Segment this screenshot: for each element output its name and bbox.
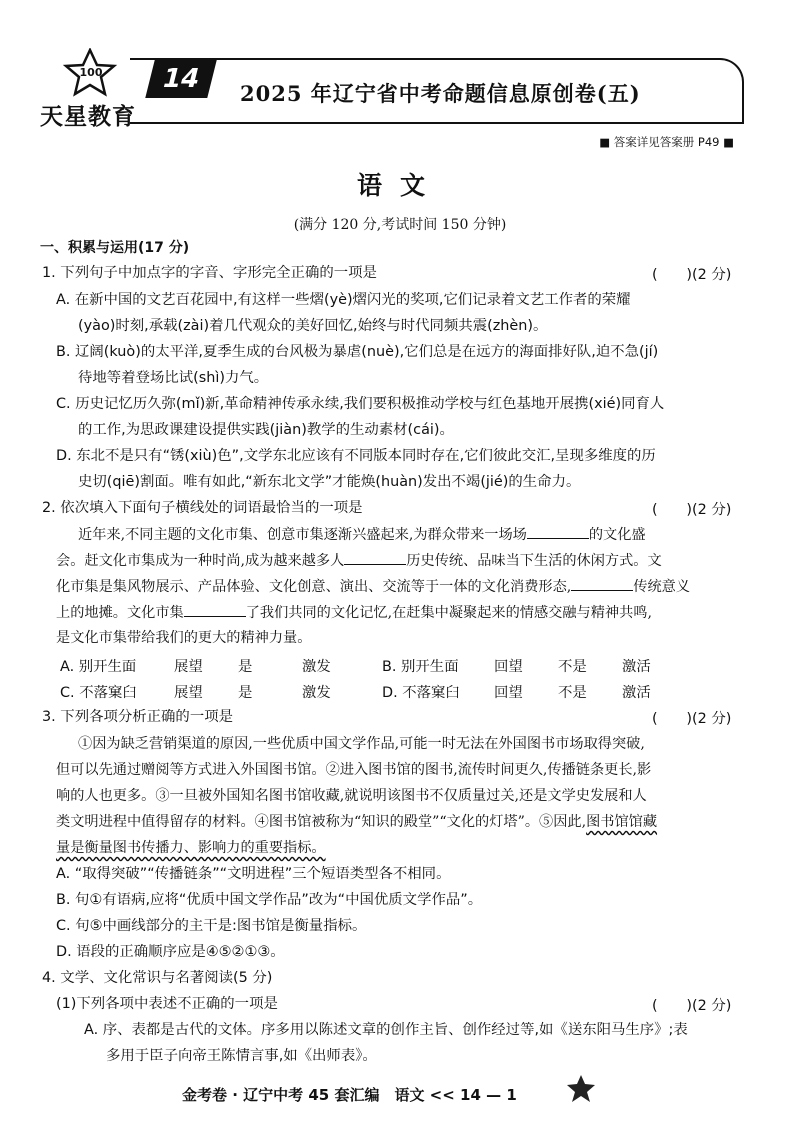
q2-option-b-word2: 回望	[494, 659, 523, 675]
section-heading: 一、积累与运用(17 分)	[40, 240, 190, 256]
logo-number: 100	[79, 66, 103, 79]
q1-option-a-line2: (yào)时刻,承载(zài)着几代观众的美好回忆,始终与时代同频共震(zhèn)。	[78, 318, 548, 334]
q1-option-c-line2: 的工作,为思政课建设提供实践(jiàn)教学的生动素材(cái)。	[78, 422, 454, 438]
q3-passage-line3: 响的人也更多。③一旦被外国知名图书馆收藏,就说明该图书不仅质量过关,还是文学史发展和人	[56, 788, 647, 804]
q2-stem: 2. 依次填入下面句子横线处的词语最恰当的一项是	[42, 500, 363, 516]
q1-option-a-line1: A. 在新中国的文艺百花园中,有这样一些熠(yè)熠闪光的奖项,它们记录着文艺工作者的荣耀	[56, 292, 631, 308]
q3-passage-line4: 类文明进程中值得留存的材料。④图书馆被称为“知识的殿堂”“文化的灯塔”。⑤因此,图书馆馆藏	[56, 814, 658, 830]
q2-passage-line5: 是文化市集带给我们的更大的精神力量。	[56, 630, 312, 646]
blank-1	[527, 524, 589, 539]
footer-label: 金考卷 · 辽宁中考 45 套汇编 语文 << 14 — 1	[182, 1086, 517, 1104]
q3-passage-line1: ①因为缺乏营销渠道的原因,一些优质中国文学作品,可能一时无法在外国图书市场取得突破,	[78, 736, 645, 752]
footer-star-icon	[566, 1074, 596, 1104]
q2-option-d-word2: 回望	[494, 685, 523, 701]
q4-sub1-stem: (1)下列各项中表述不正确的一项是	[56, 996, 278, 1012]
q2-option-c-word3: 是	[238, 685, 253, 701]
q4-stem: 4. 文学、文化常识与名著阅读(5 分)	[42, 970, 273, 986]
brand-name: 天星教育	[40, 104, 136, 130]
q3-passage-line5: 量是衡量图书传播力、影响力的重要指标。	[56, 840, 326, 856]
q1-option-c-line1: C. 历史记忆历久弥(mǐ)新,革命精神传承永续,我们要积极推动学校与红色基地开展携(xié)同育人	[56, 396, 665, 412]
q4-option-a-line1: A. 序、表都是古代的文体。序多用以陈述文章的创作主旨、创作经过等,如《送东阳马生序》;表	[84, 1022, 688, 1038]
q2-option-a-word4: 激发	[302, 659, 331, 675]
q2-option-a-word3: 是	[238, 659, 253, 675]
q1-score: ( )(2 分)	[652, 267, 732, 283]
q2-option-a-word1: A. 别开生面	[60, 659, 137, 675]
q3-passage-line2: 但可以先通过赠阅等方式进入外国图书馆。②进入图书馆的图书,流传时间更久,传播链条更长,影	[56, 762, 652, 778]
q3-score: ( )(2 分)	[652, 711, 732, 727]
q1-stem: 1. 下列句子中加点字的字音、字形完全正确的一项是	[42, 265, 377, 281]
q1-option-d-line2: 史切(qiē)割面。唯有如此,“新东北文学”才能焕(huàn)发出不竭(jié)的生命力。	[78, 474, 581, 490]
underlined-phrase: 图书馆馆藏	[586, 814, 658, 830]
answer-note: ■ 答案详见答案册 P49 ■	[599, 135, 734, 149]
q2-passage-line1: 近年来,不同主题的文化市集、创意市集逐渐兴盛起来,为群众带来一场场 的文化盛	[78, 524, 800, 545]
q2-passage-line4: 上的地摊。文化市集 了我们共同的文化记忆,在赶集中凝聚起来的情感交融与精神共鸣,	[56, 602, 800, 623]
q2-option-b-word1: B. 别开生面	[382, 659, 459, 675]
blank-4	[184, 602, 246, 617]
exam-meta: (满分 120 分,考试时间 150 分钟)	[293, 217, 507, 233]
q2-option-c-word2: 展望	[174, 685, 203, 701]
q3-option-c: C. 句⑤中画线部分的主干是:图书馆是衡量指标。	[56, 918, 367, 934]
q2-option-c-word1: C. 不落窠臼	[60, 685, 137, 701]
q2-option-a-word2: 展望	[174, 659, 203, 675]
q4-sub1-score: ( )(2 分)	[652, 998, 732, 1014]
q1-option-b-line1: B. 辽阔(kuò)的太平洋,夏季生成的台风极为暴虐(nuè),它们总是在远方的海面排好队,迫不急(jí)	[56, 344, 659, 360]
subject-title: 语文	[356, 171, 443, 200]
q1-option-b-line2: 待地等着登场比试(shì)力气。	[78, 370, 269, 386]
q2-option-d-word4: 激活	[622, 685, 651, 701]
q4-option-a-line2: 多用于臣子向帝王陈情言事,如《出师表》。	[106, 1048, 377, 1064]
q3-option-b: B. 句①有语病,应将“优质中国文学作品”改为“中国优质文学作品”。	[56, 892, 483, 908]
blank-3	[571, 576, 633, 591]
paper-number-badge: 14	[145, 60, 216, 98]
q2-passage-line3: 化市集是集风物展示、产品体验、文化创意、演出、交流等于一体的文化消费形态, 传统意义	[56, 576, 800, 597]
exam-title: 2025 年辽宁省中考命题信息原创卷(五)	[240, 81, 641, 106]
blank-2	[344, 550, 406, 565]
q3-stem: 3. 下列各项分析正确的一项是	[42, 709, 233, 725]
q2-score: ( )(2 分)	[652, 502, 732, 518]
q2-option-d-word1: D. 不落窠臼	[382, 685, 460, 701]
q2-option-c-word4: 激发	[302, 685, 331, 701]
q3-option-d: D. 语段的正确顺序应是④⑤②①③。	[56, 944, 285, 960]
q2-option-d-word3: 不是	[558, 685, 587, 701]
q2-passage-line2: 会。赶文化市集成为一种时尚,成为越来越多人 历史传统、品味当下生活的休闲方式。文	[56, 550, 800, 571]
q2-option-b-word3: 不是	[558, 659, 587, 675]
q3-option-a: A. “取得突破”“传播链条”“文明进程”三个短语类型各不相同。	[56, 866, 451, 882]
q1-option-d-line1: D. 东北不是只有“锈(xiù)色”,文学东北应该有不同版本同时存在,它们彼此交汇,呈现多维度的历	[56, 448, 656, 464]
q2-option-b-word4: 激活	[622, 659, 651, 675]
